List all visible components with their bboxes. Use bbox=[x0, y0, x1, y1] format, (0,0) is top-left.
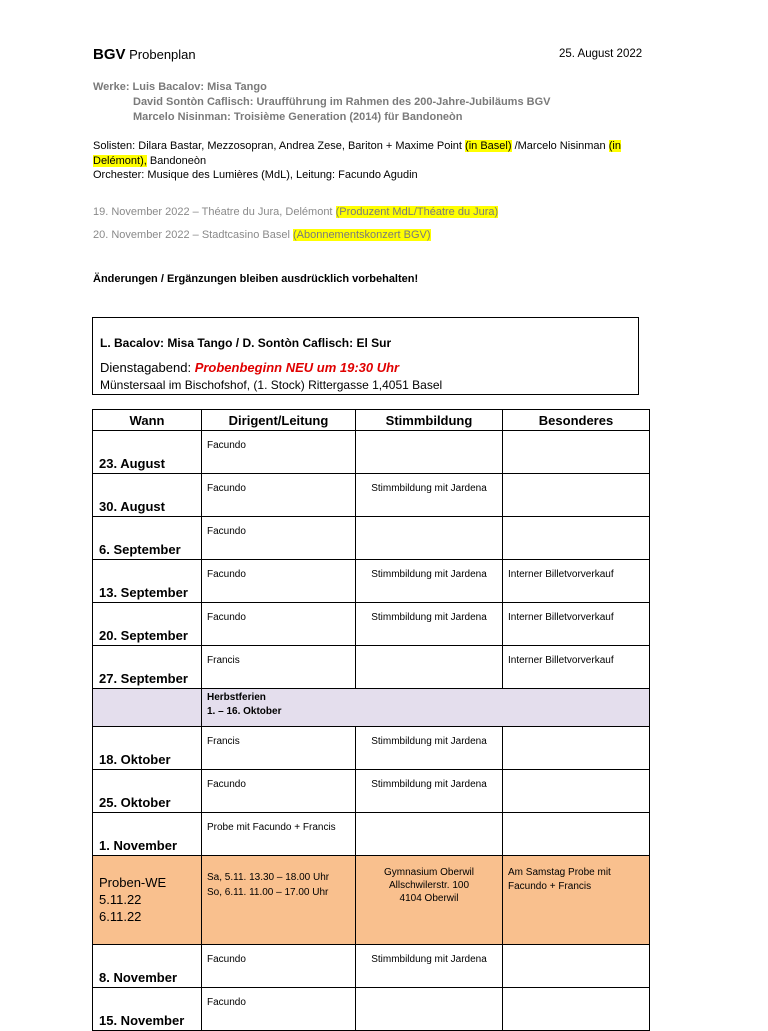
venue-name: Gymnasium Oberwil bbox=[383, 867, 475, 878]
work-3: Marcelo Nisinman: Troisième Generation (2014) für Bandoneòn bbox=[133, 111, 463, 123]
weekend-date-1: 5.11.22 bbox=[99, 892, 142, 907]
concert-1-text: 19. November 2022 – Théatre du Jura, Delémont bbox=[93, 206, 336, 218]
conductor-cell: Francis bbox=[202, 646, 356, 689]
notes-cell: Interner Billetvorverkauf bbox=[503, 646, 650, 689]
doc-title: Probenplan bbox=[129, 47, 196, 62]
holiday-label: Herbstferien bbox=[207, 692, 266, 703]
document-date: 25. August 2022 bbox=[559, 48, 643, 60]
table-row bbox=[93, 988, 650, 1031]
venue-city: 4104 Oberwil bbox=[399, 893, 459, 904]
conductor-cell: Facundo bbox=[202, 431, 356, 474]
soloists-text-3: Bandoneòn bbox=[146, 154, 207, 167]
table-row bbox=[93, 517, 650, 560]
work-2: David Sontòn Caflisch: Uraufführung im Rahmen des 200-Jahre-Jubiläums BGV bbox=[133, 96, 551, 108]
date-cell: 25. Oktober bbox=[93, 770, 202, 813]
voice-cell: Stimmbildung mit Jardena bbox=[356, 727, 503, 770]
table-row bbox=[93, 474, 650, 517]
voice-cell: Stimmbildung mit Jardena bbox=[356, 945, 503, 988]
col-header-dirigent: Dirigent/Leitung bbox=[202, 410, 356, 431]
weekend-date-cell bbox=[93, 856, 202, 945]
date-cell: 30. August bbox=[93, 474, 202, 517]
date-cell: 6. September bbox=[93, 517, 202, 560]
holiday-cell bbox=[202, 689, 650, 727]
voice-cell bbox=[356, 517, 503, 560]
weekend-label: Proben-WE bbox=[99, 875, 167, 890]
weekend-times-cell bbox=[202, 856, 356, 945]
date-cell: 18. Oktober bbox=[93, 727, 202, 770]
table-row bbox=[93, 770, 650, 813]
rehearsal-info-box bbox=[92, 317, 639, 395]
soloists-text-2: /Marcelo Nisinman bbox=[511, 140, 609, 152]
conductor-cell: Facundo bbox=[202, 945, 356, 988]
voice-cell: Stimmbildung mit Jardena bbox=[356, 770, 503, 813]
col-header-wann: Wann bbox=[93, 410, 202, 431]
rehearsal-start bbox=[100, 360, 399, 375]
voice-cell: Stimmbildung mit Jardena bbox=[356, 560, 503, 603]
conductor-cell: Francis bbox=[202, 727, 356, 770]
work-1: Luis Bacalov: Misa Tango bbox=[132, 81, 267, 93]
conductor-cell: Facundo bbox=[202, 560, 356, 603]
weekend-notes-cell: Am Samstag Probe mit Facundo + Francis bbox=[503, 856, 650, 945]
notes-cell: Interner Billetvorverkauf bbox=[503, 560, 650, 603]
conductor-cell: Facundo bbox=[202, 770, 356, 813]
voice-cell: Stimmbildung mit Jardena bbox=[356, 603, 503, 646]
date-cell: 8. November bbox=[93, 945, 202, 988]
conductor-cell: Probe mit Facundo + Francis bbox=[202, 813, 356, 856]
weekend-row bbox=[93, 856, 650, 945]
concert-2-text: 20. November 2022 – Stadtcasino Basel bbox=[93, 229, 293, 241]
concert-2-highlight: (Abonnementskonzert BGV) bbox=[292, 229, 431, 241]
conductor-cell: Facundo bbox=[202, 988, 356, 1031]
table-row bbox=[93, 431, 650, 474]
table-row bbox=[93, 727, 650, 770]
voice-cell bbox=[356, 813, 503, 856]
schedule-table bbox=[92, 409, 650, 1031]
program-title: L. Bacalov: Misa Tango / D. Sontòn Caflisch: El Sur bbox=[100, 336, 392, 350]
notes-cell bbox=[503, 770, 650, 813]
col-header-besonderes: Besonderes bbox=[503, 410, 650, 431]
venue-street: Allschwilerstr. 100 bbox=[388, 880, 470, 891]
table-row bbox=[93, 603, 650, 646]
voice-cell: Stimmbildung mit Jardena bbox=[356, 474, 503, 517]
notes-cell bbox=[503, 727, 650, 770]
voice-cell bbox=[356, 988, 503, 1031]
location: Münstersaal im Bischofshof, (1. Stock) Rittergasse 1,4051 Basel bbox=[100, 378, 443, 392]
concert-2 bbox=[93, 229, 431, 241]
notes-cell bbox=[503, 813, 650, 856]
notes-cell: Interner Billetvorverkauf bbox=[503, 603, 650, 646]
notes-cell bbox=[503, 431, 650, 474]
weekend-time-sat: Sa, 5.11. 13.30 – 18.00 Uhr bbox=[207, 872, 330, 883]
orchestra: Orchester: Musique des Lumières (MdL), Leitung: Facundo Agudin bbox=[93, 169, 418, 181]
date-cell: 27. September bbox=[93, 646, 202, 689]
notice: Änderungen / Ergänzungen bleiben ausdrücklich vorbehalten! bbox=[93, 273, 419, 285]
col-header-stimmbildung: Stimmbildung bbox=[356, 410, 503, 431]
concert-1 bbox=[93, 206, 498, 218]
conductor-cell: Facundo bbox=[202, 474, 356, 517]
table-row bbox=[93, 813, 650, 856]
concert-1-highlight: (Produzent MdL/Théatre du Jura) bbox=[335, 206, 499, 218]
date-cell: 13. September bbox=[93, 560, 202, 603]
soloists-text-1: Solisten: Dilara Bastar, Mezzosopran, Andrea Zese, Bariton + Maxime Point bbox=[93, 140, 466, 152]
voice-cell bbox=[356, 646, 503, 689]
works-label: Werke: bbox=[93, 81, 130, 93]
notes-cell bbox=[503, 474, 650, 517]
start-time: Probenbeginn NEU um 19:30 Uhr bbox=[194, 360, 400, 375]
document-title bbox=[93, 46, 196, 63]
soloists-highlight-1: (in Basel) bbox=[465, 140, 512, 152]
date-cell: 20. September bbox=[93, 603, 202, 646]
evening-label: Dienstagabend: bbox=[100, 360, 195, 375]
table-row bbox=[93, 560, 650, 603]
voice-cell bbox=[356, 431, 503, 474]
table-row bbox=[93, 646, 650, 689]
holiday-empty-cell bbox=[93, 689, 202, 727]
notes-cell bbox=[503, 517, 650, 560]
weekend-venue-cell bbox=[356, 856, 503, 945]
conductor-cell: Facundo bbox=[202, 517, 356, 560]
weekend-date-2: 6.11.22 bbox=[99, 909, 142, 924]
table-row bbox=[93, 945, 650, 988]
works-list bbox=[93, 80, 550, 125]
weekend-time-sun: So, 6.11. 11.00 – 17.00 Uhr bbox=[207, 887, 329, 898]
notes-cell bbox=[503, 945, 650, 988]
conductor-cell: Facundo bbox=[202, 603, 356, 646]
soloists-highlight-2: (in Delémont), bbox=[93, 140, 621, 167]
date-cell: 15. November bbox=[93, 988, 202, 1031]
date-cell: 23. August bbox=[93, 431, 202, 474]
notes-cell bbox=[503, 988, 650, 1031]
date-cell: 1. November bbox=[93, 813, 202, 856]
soloists bbox=[93, 139, 663, 183]
holiday-dates: 1. – 16. Oktober bbox=[207, 706, 282, 717]
holiday-row bbox=[93, 689, 650, 727]
org-name: BGV bbox=[93, 46, 126, 63]
